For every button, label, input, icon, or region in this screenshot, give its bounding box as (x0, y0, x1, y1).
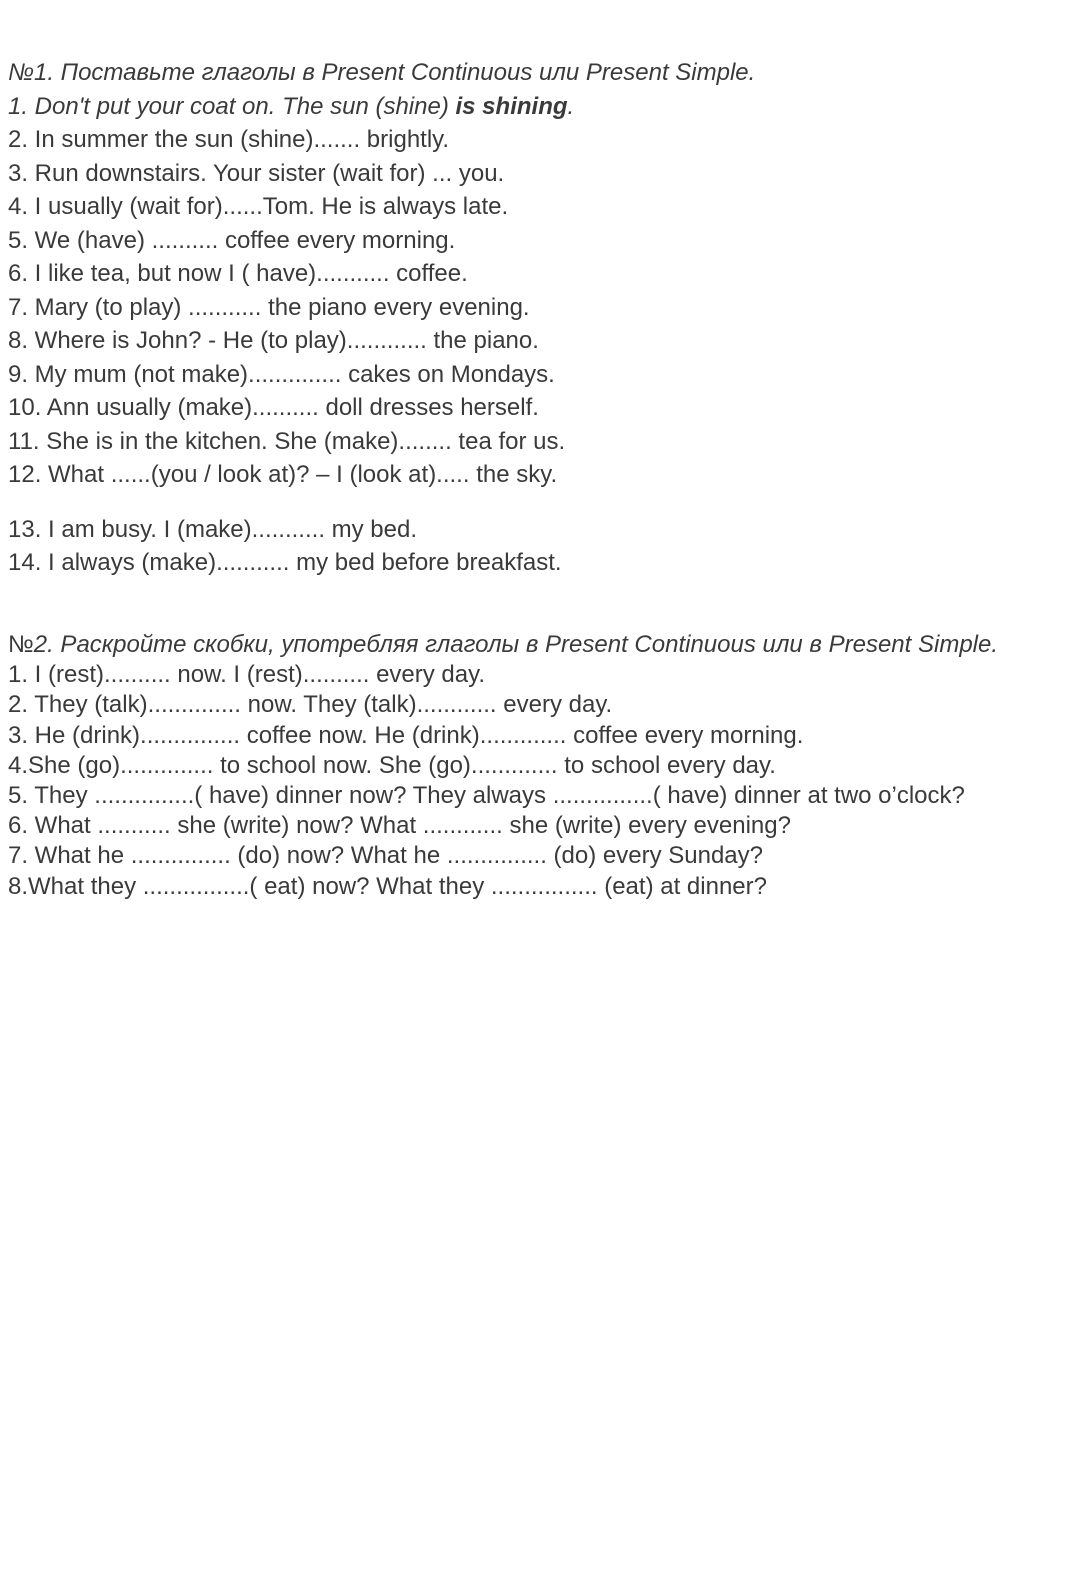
exercise-1-item-11: 11. She is in the kitchen. She (make)........ tea for us. (8, 427, 566, 455)
exercise-2-instruction: 2. Раскройте скобки, употребляя глаголы в Present Continuous или в Present Simple. (33, 631, 999, 658)
example-answer: is shining (455, 92, 568, 120)
exercise-2-heading (8, 630, 998, 660)
exercise-1-item-8: 8. Where is John? - He (to play)............ the piano. (8, 327, 539, 354)
exercise-2-item-7: 7. What he ............... (do) now? What he ............... (do) every Sunday? (8, 842, 763, 870)
exercise-1-item-6: 6. I like tea, but now I ( have)........... coffee. (8, 260, 468, 287)
exercise-1 (8, 56, 755, 580)
exercise-2 (8, 630, 998, 902)
spacer (8, 492, 755, 513)
example-end: . (567, 92, 575, 120)
exercise-1-instruction: 1. Поставьте глаголы в Present Continuous или Present Simple. (34, 59, 756, 86)
exercise-1-item-2: 2. In summer the sun (shine)....... brightly. (8, 126, 450, 153)
exercise-2-number-sign: № (8, 631, 34, 658)
exercise-1-item-3: 3. Run downstairs. Your sister (wait for) ... you. (8, 159, 505, 187)
example-text: 1. Don't put your coat on. The sun (shine) (8, 92, 456, 120)
exercise-1-item-9: 9. My mum (not make).............. cakes on Mondays. (8, 360, 555, 388)
exercise-1-number-sign: № (8, 59, 34, 86)
exercise-1-example (8, 90, 755, 124)
exercise-2-item-6: 6. What ........... she (write) now? What ............ she (write) every evening? (8, 812, 791, 840)
exercise-1-item-14: 14. I always (make)........... my bed before breakfast. (8, 549, 562, 576)
exercise-2-item-4: 4.She (go).............. to school now. She (go)............. to school every day. (8, 751, 776, 779)
exercise-1-item-4: 4. I usually (wait for)......Tom. He is always late. (8, 193, 509, 220)
exercise-2-item-5: 5. They ...............( have) dinner now? They always ...............( have) dinner at two o’clock? (8, 782, 965, 810)
exercise-1-item-13: 13. I am busy. I (make)........... my bed. (8, 515, 418, 543)
exercise-2-item-1: 1. I (rest).......... now. I (rest).......... every day. (8, 661, 486, 689)
exercise-1-item-10: 10. Ann usually (make).......... doll dresses herself. (8, 394, 539, 421)
exercise-2-item-2: 2. They (talk).............. now. They (talk)............ every day. (8, 691, 613, 719)
exercise-1-heading (8, 56, 755, 90)
exercise-1-item-12: 12. What ......(you / look at)? – I (look at)..... the sky. (8, 461, 558, 488)
exercise-1-item-5: 5. We (have) .......... coffee every morning. (8, 226, 456, 254)
exercise-1-item-7: 7. Mary (to play) ........... the piano every evening. (8, 293, 530, 321)
exercise-2-item-8: 8.What they ................( eat) now? What they ................ (eat) at dinner? (8, 872, 767, 900)
exercise-2-item-3: 3. He (drink)............... coffee now. He (drink)............. coffee every morning. (8, 721, 804, 749)
